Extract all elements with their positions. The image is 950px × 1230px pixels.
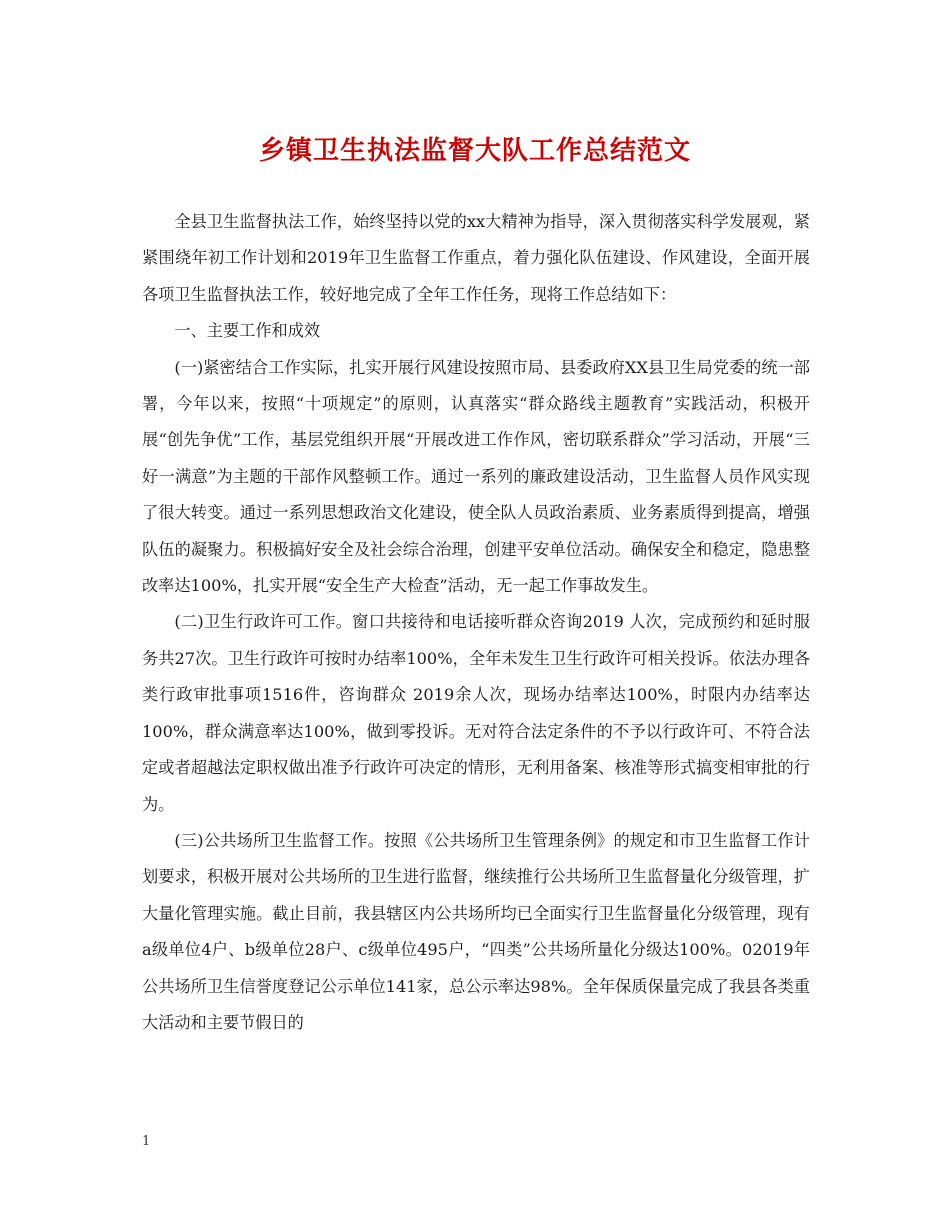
paragraph-conduct-building: (一)紧密结合工作实际，扎实开展行风建设按照市局、县委政府XX县卫生局党委的统一部署，今年以来，按照“十项规定”的原则，认真落实“群众路线主题教育”实践活动，积极开展“创先争优”工作，基层党组织开展“开展改进工作作风，密切联系群众”学习活动，开展“三好一满意”为主题的干部作风整顿工作。通过一系列的廉政建设活动，卫生监督人员作风实现了很大转变。通过一系列思想政治文化建设，使全队人员政治素质、业务素质得到提高，增强队伍的凝聚力。积极搞好安全及社会综合治理，创建平安单位活动。确保安全和稳定，隐患整改率达100%，扎实开展“安全生产大检查”活动，无一起工作事故发生。 bbox=[142, 357, 810, 596]
document-title: 乡镇卫生执法监督大队工作总结范文 bbox=[258, 136, 691, 166]
document-body bbox=[142, 204, 810, 1041]
paragraph-intro: 全县卫生监督执法工作，始终坚持以党的xx大精神为指导，深入贯彻落实科学发展观，紧紧围绕年初工作计划和2019年卫生监督工作重点，着力强化队伍建设、作风建设，全面开展各项卫生监督执法工作，较好地完成了全年工作任务，现将工作总结如下： bbox=[142, 212, 810, 304]
paragraph-administrative-licensing: (二)卫生行政许可工作。窗口共接待和电话接听群众咨询2019 人次，完成预约和延时服务共27次。卫生行政许可按时办结率100%，全年未发生卫生行政许可相关投诉。依法办理各类行政审批事项1516件，咨询群众 2019余人次，现场办结率达100%，时限内办结率达100%，群众满意率达100%，做到零投诉。无对符合法定条件的不予以行政许可、不符合法定或者超越法定职权做出准予行政许可决定的情形，无利用备案、核准等形式搞变相审批的行为。 bbox=[142, 612, 810, 814]
paragraph-public-places-supervision: (三)公共场所卫生监督工作。按照《公共场所卫生管理条例》的规定和市卫生监督工作计划要求，积极开展对公共场所的卫生进行监督，继续推行公共场所卫生监督量化分级管理，扩大量化管理实施。截止目前，我县辖区内公共场所均已全面实行卫生监督量化分级管理，现有a级单位4户、b级单位28户、c级单位495户，“四类”公共场所量化分级达100%。02019年公共场所卫生信誉度登记公示单位141家，总公示率达98%。全年保质保量完成了我县各类重大活动和主要节假日的 bbox=[142, 830, 810, 1032]
section-heading-main-work: 一、主要工作和成效 bbox=[174, 321, 321, 341]
page-number: 1 bbox=[142, 1134, 151, 1149]
